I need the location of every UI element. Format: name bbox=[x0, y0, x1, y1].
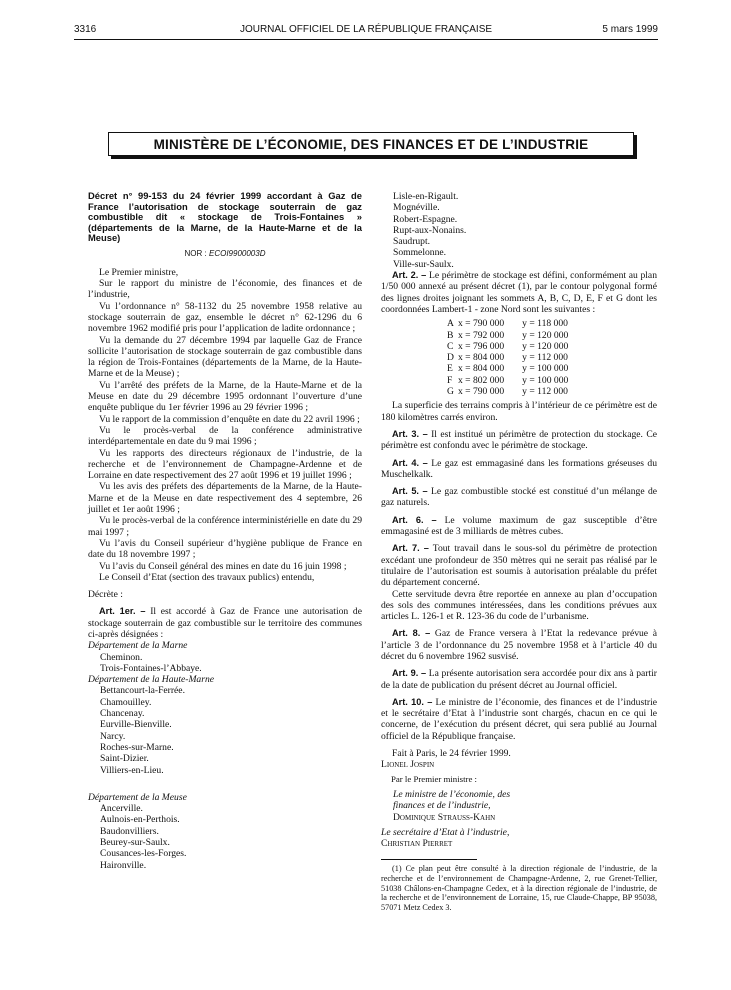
footnote-rule bbox=[381, 859, 477, 860]
article-8 bbox=[381, 628, 657, 662]
article-label: Art. 4. – bbox=[392, 457, 428, 468]
minister-title: Le ministre de l’économie, des finances et de l’industrie, bbox=[393, 788, 511, 812]
point: D bbox=[447, 352, 454, 364]
commune: Rupt-aux-Nonains. bbox=[393, 224, 467, 236]
commune: Robert-Espagne. bbox=[393, 213, 458, 225]
paragraph: Vu l’arrêté des préfets de la Marne, de la Haute-Marne et de la Meuse en date du 29 décembre 1995 ordonnant l’ouverture d’une enquête publique du 1er février 1996 au 29 février 1996 ; bbox=[88, 379, 362, 414]
commune: Villiers-en-Lieu. bbox=[100, 764, 164, 776]
commune: Eurville-Bienville. bbox=[100, 719, 172, 731]
article-label: Art. 7. – bbox=[392, 543, 429, 554]
point: B bbox=[447, 329, 454, 341]
par-premier-ministre: Par le Premier ministre : bbox=[391, 773, 477, 784]
article-text: Le gaz est emmagasiné dans les formations gréseuses du Muschelkalk. bbox=[381, 457, 657, 480]
article-text: Il est accordé à Gaz de France une autorisation de stockage souterrain de gaz combustible sur le territoire des communes ci-après désignées : bbox=[88, 606, 362, 640]
commune: Lisle-en-Rigault. bbox=[393, 191, 459, 202]
left-column bbox=[88, 191, 362, 871]
commune: Cheminon. bbox=[100, 651, 143, 663]
article-text: Tout travail dans le sous-sol du périmètre de protection excédant une profondeur de 350 mètres qui ne serait pas réalisé par le titulaire de l’autorisation est soumis à autorisation préalable du préfet du département concerné. bbox=[381, 543, 658, 589]
x-value: x = 804 000 bbox=[457, 363, 505, 375]
commune-list bbox=[88, 652, 362, 675]
paragraph: Sur le rapport du ministre de l’économie, des finances et de l’industrie, bbox=[88, 278, 362, 301]
y-value: y = 100 000 bbox=[522, 374, 569, 386]
commune: Ancerville. bbox=[100, 803, 143, 815]
paragraph: Vu la demande du 27 décembre 1994 par laquelle Gaz de France sollicite l’autorisation de stockage souterrain de gaz combustible dans la région de Trois-Fontaines (départements de la Marne, de la Haute-Marne et de la Meuse) ; bbox=[88, 334, 362, 380]
commune: Baudonvilliers. bbox=[100, 825, 159, 837]
article-10 bbox=[381, 697, 657, 742]
article-label: Art. 10. – bbox=[392, 696, 433, 707]
commune: Saint-Dizier. bbox=[100, 753, 149, 765]
paragraph: Le Conseil d’Etat (section des travaux publics) entendu, bbox=[99, 571, 315, 583]
point: F bbox=[447, 374, 453, 386]
commune: Bettancourt-la-Ferrée. bbox=[100, 685, 185, 697]
coordinate-row bbox=[447, 386, 572, 397]
secretary-name: Christian Pierret bbox=[381, 838, 453, 850]
x-value: x = 790 000 bbox=[457, 386, 505, 398]
paragraph: Vu le procès-verbal de la conférence interministérielle en date du 29 mai 1997 ; bbox=[88, 515, 362, 538]
fait-a-paris: Fait à Paris, le 24 février 1999. bbox=[392, 748, 511, 760]
y-value: y = 118 000 bbox=[522, 318, 568, 330]
nor-label: NOR : bbox=[184, 248, 207, 258]
footnote: (1) Ce plan peut être consulté à la direction régionale de l’industrie, de la recherche et de l’environnement de Champagne-Ardenne, 2, rue Grenet-Tellier, 51038 Châlons-en-Champagne Cedex, et à la direction régionale de l’industrie, de la recherche et de l’environnement de Lorraine, 15, rue Claude-Chappe, BP 95038, 57071 Metz Cedex 3. bbox=[381, 864, 657, 912]
coordinate-row bbox=[447, 375, 572, 386]
article-text: Le ministre de l’économie, des finances et de l’industrie et le secrétaire d’Etat à l’industrie sont chargés, chacun en ce qui le concerne, de l’exécution du présent décret, qui sera publié au Journal officiel de la République française. bbox=[381, 696, 657, 742]
commune: Roches-sur-Marne. bbox=[100, 741, 174, 753]
article-5 bbox=[381, 486, 657, 509]
y-value: y = 120 000 bbox=[522, 340, 569, 352]
paragraph: Vu le rapport de la commission d’enquête en date du 22 avril 1996 ; bbox=[99, 413, 360, 425]
commune: Cousances-les-Forges. bbox=[100, 848, 187, 860]
secretary-title: Le secrétaire d’Etat à l’industrie, bbox=[381, 826, 510, 838]
commune: Chancenay. bbox=[100, 708, 145, 720]
nor-value: ECOI9900003D bbox=[208, 248, 266, 258]
commune: Narcy. bbox=[100, 730, 126, 742]
paragraph: Vu le procès-verbal de la conférence administrative interdépartementale en date du 9 mai 1996 ; bbox=[88, 424, 362, 448]
point: C bbox=[447, 340, 454, 352]
commune-list bbox=[88, 803, 362, 871]
paragraph: Vu l’avis du Conseil supérieur d’hygiène publique de France en date du 18 novembre 1997 ; bbox=[88, 537, 362, 561]
article-label: Art. 1er. – bbox=[99, 606, 146, 617]
article-4 bbox=[381, 458, 657, 481]
issue-date: 5 mars 1999 bbox=[602, 24, 658, 35]
paragraph: La superficie des terrains compris à l’intérieur de ce périmètre est de 180 kilomètres carrés environ. bbox=[381, 400, 657, 423]
article-3 bbox=[381, 429, 657, 452]
commune: Ville-sur-Saulx. bbox=[393, 258, 454, 270]
coordinate-row bbox=[447, 352, 572, 363]
commune: Trois-Fontaines-l’Abbaye. bbox=[100, 662, 202, 674]
article-text: Le gaz combustible stocké est constitué d’un mélange de gaz naturels. bbox=[381, 486, 658, 509]
paragraph: Vu l’avis du Conseil général des mines en date du 16 juin 1998 ; bbox=[99, 560, 347, 572]
commune: Sommelonne. bbox=[393, 247, 447, 259]
coordinates-table bbox=[447, 318, 572, 397]
y-value: y = 100 000 bbox=[522, 363, 569, 375]
article-6 bbox=[381, 515, 657, 538]
article-9 bbox=[381, 668, 657, 691]
y-value: y = 112 000 bbox=[522, 352, 568, 364]
article-label: Art. 5. – bbox=[392, 486, 428, 497]
x-value: x = 792 000 bbox=[457, 329, 505, 341]
article-label: Art. 3. – bbox=[392, 428, 428, 439]
commune: Haironville. bbox=[100, 859, 147, 871]
commune: Mognéville. bbox=[393, 202, 440, 214]
minister-name: Dominique Strauss-Kahn bbox=[393, 811, 496, 823]
department-heading: Département de la Meuse bbox=[88, 791, 187, 803]
commune-list bbox=[88, 685, 362, 775]
decrete: Décrète : bbox=[88, 589, 123, 601]
y-value: y = 112 000 bbox=[522, 386, 568, 398]
commune: Aulnois-en-Perthois. bbox=[100, 814, 180, 826]
article-1 bbox=[88, 606, 362, 640]
department-heading: Département de la Marne bbox=[88, 640, 188, 652]
paragraph: Vu l’ordonnance n° 58-1132 du 25 novembre 1958 relative au stockage souterrain de gaz, ensemble le décret n° 62-1296 du 6 novembre 1962 modifié pris pour l’application de ladite ordonnance ; bbox=[88, 300, 362, 335]
department-heading: Département de la Haute-Marne bbox=[88, 674, 215, 686]
point: G bbox=[447, 386, 454, 398]
y-value: y = 120 000 bbox=[522, 329, 569, 341]
ministry-name: MINISTÈRE DE L’ÉCONOMIE, DES FINANCES ET DE L’INDUSTRIE bbox=[153, 136, 589, 152]
journal-title: JOURNAL OFFICIEL DE LA RÉPUBLIQUE FRANÇAISE bbox=[239, 24, 493, 35]
header-rule bbox=[74, 39, 658, 40]
article-text: Le volume maximum de gaz susceptible d’être emmagasiné est de 3 milliards de mètres cubes. bbox=[381, 514, 658, 538]
x-value: x = 790 000 bbox=[457, 318, 505, 330]
coordinate-row bbox=[447, 318, 572, 329]
paragraph: Vu les rapports des directeurs régionaux de l’industrie, de la recherche et de l’environnement de Champagne-Ardenne et de Lorraine en date respectivement des 27 août 1996 et 19 juillet 1996 ; bbox=[88, 447, 362, 482]
nor-reference bbox=[88, 248, 362, 259]
article-text: La présente autorisation sera accordée pour dix ans à partir de la date de publication du présent décret au Journal officiel. bbox=[381, 668, 657, 691]
article-text: Le périmètre de stockage est défini, conformément au plan 1/50 000 annexé au présent décret (1), par le contour polygonal formé des lignes droites joignant les sommets A, B, C, D, E, F et G dont les coordonnées Lambert-1 - zone Nord sont les suivantes : bbox=[381, 270, 657, 315]
article-label: Art. 9. – bbox=[392, 668, 427, 679]
article-label: Art. 8. – bbox=[392, 628, 431, 639]
point: A bbox=[447, 318, 454, 330]
ministry-banner bbox=[108, 132, 634, 156]
page-number: 3316 bbox=[74, 24, 97, 35]
prime-minister-name: Lionel Jospin bbox=[381, 759, 435, 771]
decree-title: Décret n° 99-153 du 24 février 1999 accordant à Gaz de France l’autorisation de stockage souterrain de gaz combustible dit « stockage de Trois-Fontaines » (départements de la Marne, de la Haute-Marne et de la Meuse) bbox=[88, 190, 362, 243]
article-text: Il est institué un périmètre de protection du stockage. Ce périmètre est confondu avec le périmètre de stockage. bbox=[381, 428, 657, 452]
article-2 bbox=[381, 270, 657, 315]
commune: Beurey-sur-Saulx. bbox=[100, 837, 170, 849]
point: E bbox=[447, 363, 453, 375]
paragraph: Le Premier ministre, bbox=[99, 266, 179, 278]
coordinate-row bbox=[447, 341, 572, 352]
paragraph: Vu les avis des préfets des départements de la Marne, de la Haute-Marne et de la Meuse en date respectivement des 4 septembre, 26 juillet et 1er août 1996 ; bbox=[88, 481, 362, 516]
article-text: Gaz de France versera à l’Etat la redevance prévue à l’article 3 de l’ordonnance du 25 novembre 1958 et à l’article 40 du décret du 6 novembre 1962 susvisé. bbox=[381, 628, 657, 662]
paragraph: Cette servitude devra être reportée en annexe au plan d’occupation des sols des communes intéressées, dans les conditions prévues aux articles L. 126-1 et R. 123-36 du code de l’urbanisme. bbox=[381, 588, 657, 623]
commune-list bbox=[381, 191, 657, 270]
coordinate-row bbox=[447, 330, 572, 341]
x-value: x = 804 000 bbox=[457, 352, 505, 364]
article-label: Art. 2. – bbox=[392, 270, 427, 281]
right-column bbox=[381, 191, 657, 912]
article-7 bbox=[381, 543, 657, 588]
commune: Saudrupt. bbox=[393, 236, 431, 248]
article-label: Art. 6. – bbox=[392, 514, 437, 525]
commune: Chamouilley. bbox=[100, 696, 152, 708]
x-value: x = 796 000 bbox=[457, 340, 505, 352]
x-value: x = 802 000 bbox=[457, 374, 505, 386]
coordinate-row bbox=[447, 363, 572, 374]
